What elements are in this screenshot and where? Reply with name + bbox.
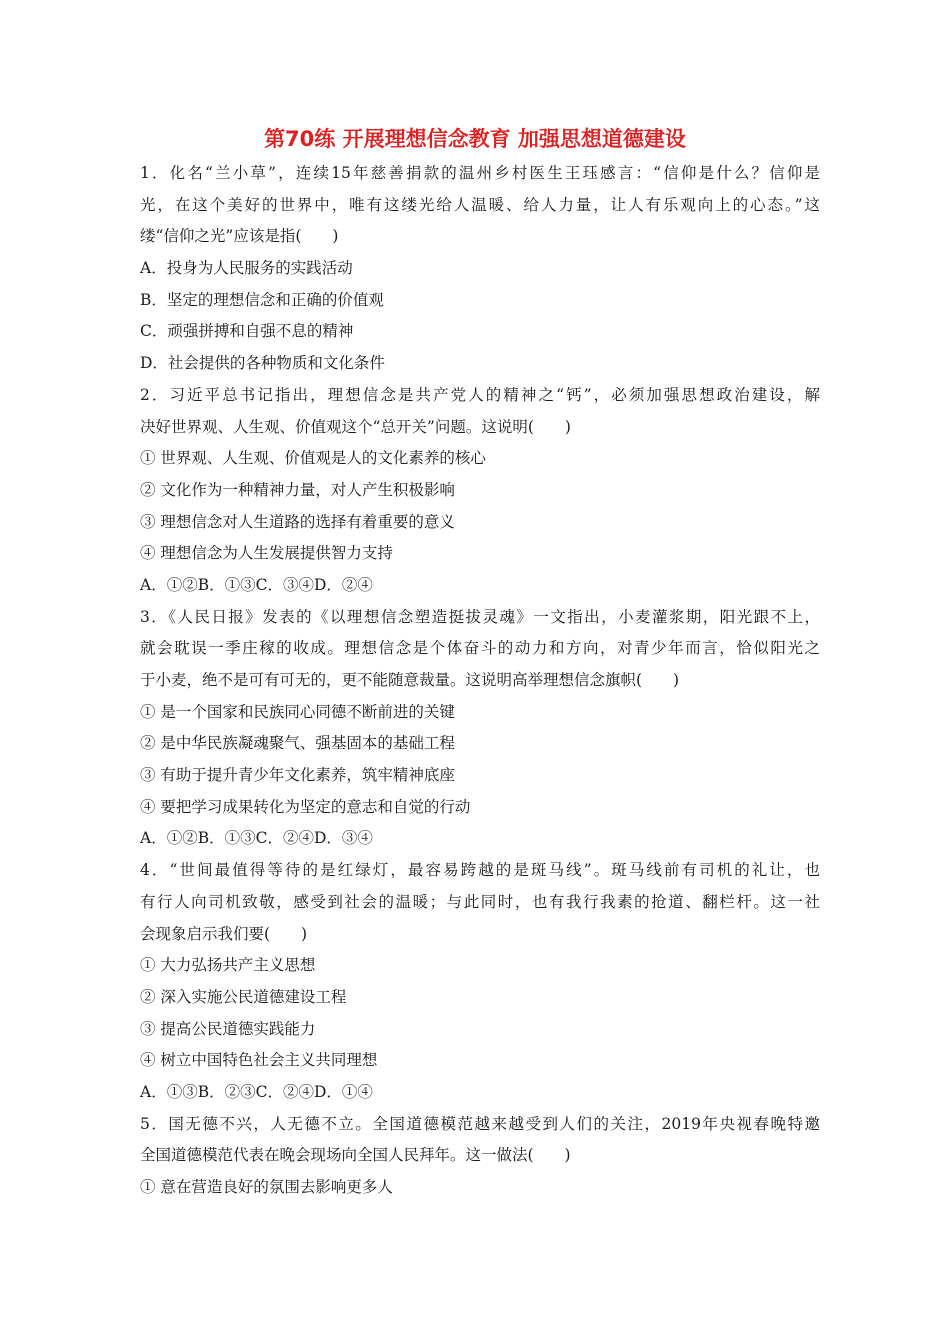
statement-item: ④ 要把学习成果转化为坚定的意志和自觉的行动	[140, 797, 471, 816]
statement-item: ② 是中华民族凝魂聚气、强基固本的基础工程	[140, 734, 455, 753]
question-2	[140, 380, 820, 602]
question-stem-line: 于小麦，绝不是可有可无的，更不能随意裁量。这说明高举理想信念旗帜( )	[140, 671, 680, 689]
statement-item: ① 意在营造良好的氛围去影响更多人	[140, 1178, 393, 1196]
page-title: 第70练 开展理想信念教育 加强思想道德建设	[264, 127, 686, 151]
answer-options: A．①②B．①③C．②④D．③④	[140, 829, 373, 848]
question-stem-line: 缕“信仰之光”应该是指( )	[140, 227, 339, 246]
answer-option: C．顽强拼搏和自强不息的精神	[140, 322, 354, 341]
statement-item: ③ 提高公民道德实践能力	[140, 1019, 316, 1038]
question-stem-line: 决好世界观、人生观、价值观这个“总开关”问题。这说明( )	[140, 417, 571, 436]
answer-options: A．①③B．②③C．②④D．①④	[140, 1082, 373, 1101]
answer-option: A．投身为人民服务的实践活动	[140, 259, 353, 278]
question-stem-line: 4．“世间最值得等待的是红绿灯，最容易跨越的是斑马线”。斑马线前有司机的礼让，也	[140, 861, 820, 880]
question-stem-line: 全国道德模范代表在晚会现场向全国人民拜年。这一做法( )	[140, 1146, 571, 1165]
question-5	[140, 1109, 820, 1204]
question-stem-line: 1．化名“兰小草”，连续15年慈善捐款的温州乡村医生王珏感言：“信仰是什么？信仰是	[140, 164, 820, 182]
question-stem-line: 就会耽误一季庄稼的收成。理想信念是个体奋斗的动力和方向，对青少年而言，恰似阳光之	[140, 639, 820, 658]
question-stem-line: 5．国无德不兴，人无德不立。全国道德模范越来越受到人们的关注，2019年央视春晚特邀	[140, 1114, 820, 1133]
statement-item: ③ 理想信念对人生道路的选择有着重要的意义	[140, 512, 455, 531]
answer-option: B．坚定的理想信念和正确的价值观	[140, 290, 384, 309]
statement-item: ④ 树立中国特色社会主义共同理想	[140, 1051, 378, 1070]
question-1	[140, 158, 820, 380]
question-stem-line: 3．《人民日报》发表的《以理想信念塑造挺拔灵魂》一文指出，小麦灌浆期，阳光跟不上，	[140, 607, 820, 626]
question-list	[140, 158, 820, 1204]
question-stem-line: 光，在这个美好的世界中，唯有这缕光给人温暖、给人力量，让人有乐观向上的心态。”这	[140, 195, 820, 214]
statement-item: ① 世界观、人生观、价值观是人的文化素养的核心	[140, 449, 486, 468]
question-stem-line: 会现象启示我们要( )	[140, 924, 308, 943]
answer-options: A．①②B．①③C．③④D．②④	[140, 575, 373, 594]
answer-option: D．社会提供的各种物质和文化条件	[140, 354, 385, 373]
question-stem-line: 有行人向司机致敬，感受到社会的温暖；与此同时，也有我行我素的抢道、翻栏杆。这一社	[140, 892, 820, 911]
statement-item: ① 大力弘扬共产主义思想	[140, 956, 316, 975]
question-3	[140, 602, 820, 856]
question-stem-line: 2．习近平总书记指出，理想信念是共产党人的精神之“钙”，必须加强思想政治建设，解	[140, 385, 820, 404]
statement-item: ③ 有助于提升青少年文化素养，筑牢精神底座	[140, 766, 455, 785]
statement-item: ② 深入实施公民道德建设工程	[140, 987, 347, 1006]
statement-item: ① 是一个国家和民族同心同德不断前进的关键	[140, 702, 455, 721]
statement-item: ② 文化作为一种精神力量，对人产生积极影响	[140, 480, 455, 499]
question-4	[140, 855, 820, 1109]
statement-item: ④ 理想信念为人生发展提供智力支持	[140, 544, 393, 563]
